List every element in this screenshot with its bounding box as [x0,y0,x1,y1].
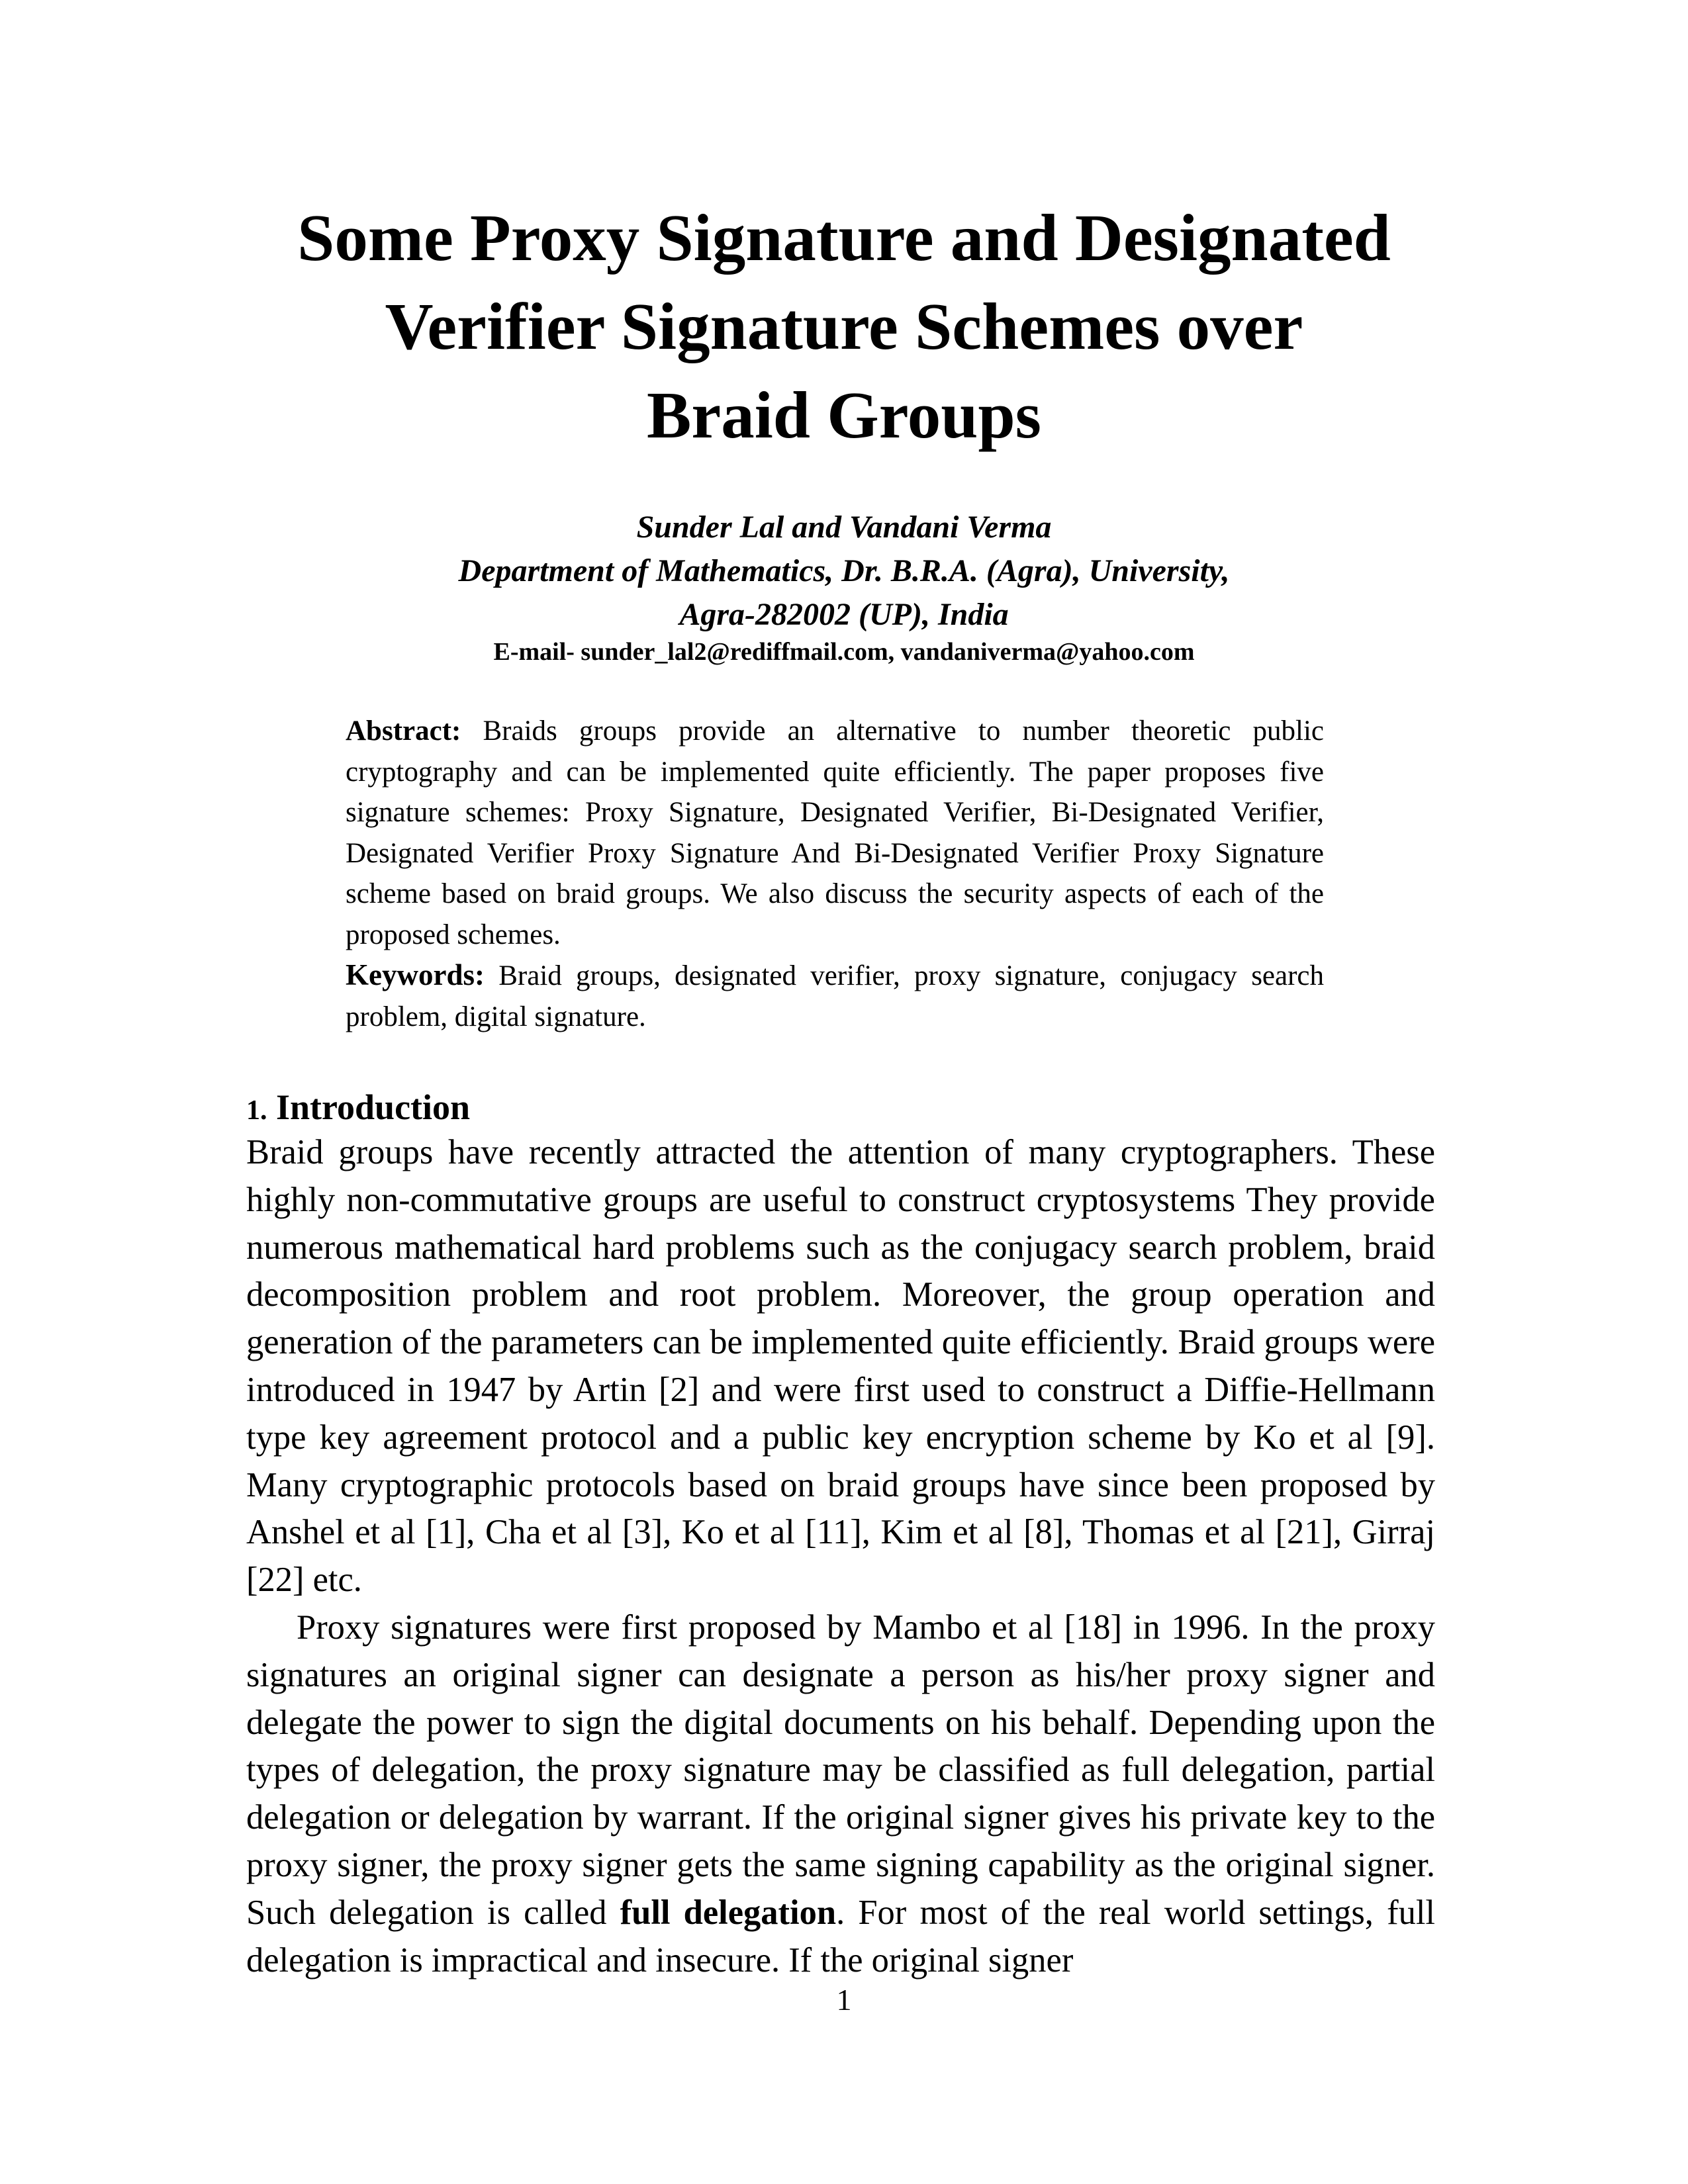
keywords-label: Keywords: [346,958,485,991]
body-text [246,1129,1435,1984]
bold-term: full delegation [620,1893,837,1932]
abstract-text: Braids groups provide an alternative to number theoretic public cryptography and can be implemented quite efficiently. The paper proposes five signature schemes: Proxy Signature, Designated Verifier, Bi-Designated Verifier, Designated Verifier Proxy Signature And Bi-Designated Verifier Proxy Signature scheme based on braid groups. We also discuss the security aspects of each of the proposed schemes. [346,715,1324,950]
paragraph-text: Proxy signatures were first proposed by Mambo et al [18] in 1996. In the proxy signatures an original signer can designate a person as his/her proxy signer and delegate the power to sign the digital documents on his behalf. Depending upon the types of delegation, the proxy signature may be classified as full delegation, partial delegation or delegation by warrant. If the original signer gives his private key to the proxy signer, the proxy signer gets the same signing capability as the original signer. Such delegation is called [246,1608,1435,1932]
body-paragraph: Braid groups have recently attracted the attention of many cryptographers. These highly non-commutative groups are useful to construct cryptosystems They provide numerous mathematical hard problems such as the conjugacy search problem, braid decomposition problem and root problem. Moreover, the group operation and generation of the parameters can be implemented quite efficiently. Braid groups were introduced in 1947 by Artin [2] and were first used to construct a Diffie-Hellmann type key agreement protocol and a public key encryption scheme by Ko et al [9]. Many cryptographic protocols based on braid groups have since been proposed by Anshel et al [1], Cha et al [3], Ko et al [11], Kim et al [8], Thomas et al [21], Girraj [22] etc. [246,1133,1435,1600]
body-paragraph [246,1604,1435,1984]
section-number: 1. [246,1095,267,1126]
paper-title [0,193,1688,459]
section-heading-introduction [246,1084,470,1134]
keywords-paragraph [346,955,1324,1037]
email-line: E-mail- sunder_lal2@rediffmail.com, vandaniverma@yahoo.com [493,638,1195,666]
title-line: Some Proxy Signature and Designated [297,201,1391,275]
title-line: Braid Groups [647,378,1041,452]
paragraph-text: . For most of the real world settings, full delegation is impractical and insecure. If the original signer [246,1893,1435,1979]
section-title: Introduction [276,1087,471,1127]
page-number: 1 [836,1983,852,2017]
affiliation-line: Department of Mathematics, Dr. B.R.A. (Agra), University, [458,553,1230,588]
keywords-text: Braid groups, designated verifier, proxy signature, conjugacy search problem, digital signature. [346,960,1324,1032]
affiliation-line: Agra-282002 (UP), India [679,597,1009,632]
abstract-paragraph [346,711,1324,955]
abstract-label: Abstract: [346,715,461,747]
author-block [0,506,1688,637]
title-line: Verifier Signature Schemes over [385,289,1303,363]
author-names: Sunder Lal and Vandani Verma [636,510,1052,545]
abstract-block [346,711,1324,1037]
